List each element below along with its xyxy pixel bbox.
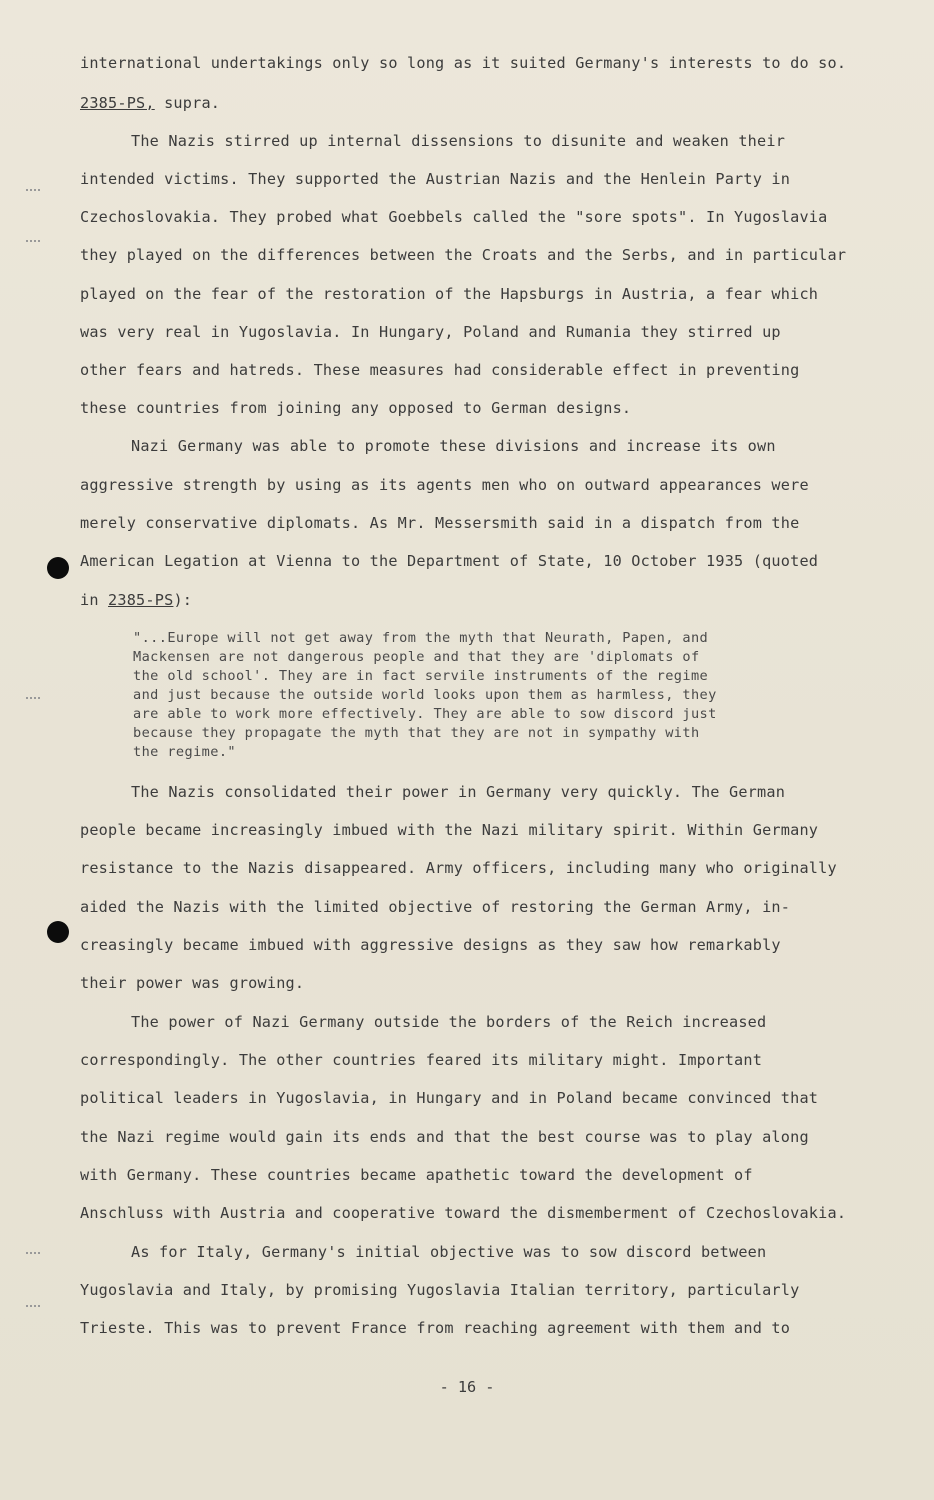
text-line: Yugoslavia and Italy, by promising Yugoslavia Italian territory, particularly — [80, 1281, 800, 1299]
text-line: The power of Nazi Germany outside the borders of the Reich increased — [131, 1013, 767, 1031]
document-reference: 2385-PS — [108, 591, 174, 609]
text-line: other fears and hatreds. These measures had considerable effect in preventing — [80, 361, 800, 379]
text-line: The Nazis stirred up internal dissensions to disunite and weaken their — [131, 132, 786, 150]
quote-line: the old school'. They are in fact servile instruments of the regime — [133, 668, 709, 684]
text-line: political leaders in Yugoslavia, in Hungary and in Poland became convinced that — [80, 1089, 819, 1107]
text-line: was very real in Yugoslavia. In Hungary, Poland and Rumania they stirred up — [80, 323, 781, 341]
document-reference: 2385-PS, — [80, 94, 155, 112]
quote-line: "...Europe will not get away from the myth that Neurath, Papen, and — [133, 630, 709, 646]
text-line: aided the Nazis with the limited objective of restoring the German Army, in- — [80, 898, 791, 916]
margin-mark — [26, 697, 40, 701]
text-line: the Nazi regime would gain its ends and that the best course was to play along — [80, 1128, 809, 1146]
text-line: these countries from joining any opposed to German designs. — [80, 399, 632, 417]
punch-hole — [47, 921, 69, 943]
text-line: aggressive strength by using as its agents men who on outward appearances were — [80, 476, 809, 494]
margin-mark — [26, 1305, 40, 1309]
page-number: - 16 - — [439, 1378, 495, 1396]
text-fragment: supra. — [164, 94, 221, 112]
punch-hole — [47, 557, 69, 579]
text-line: merely conservative diplomats. As Mr. Messersmith said in a dispatch from the — [80, 514, 800, 532]
text-fragment: ): — [173, 591, 193, 609]
text-line: Nazi Germany was able to promote these divisions and increase its own — [131, 437, 776, 455]
text-line: played on the fear of the restoration of the Hapsburgs in Austria, a fear which — [80, 285, 819, 303]
text-line: intended victims. They supported the Austrian Nazis and the Henlein Party in — [80, 170, 791, 188]
text-line: Anschluss with Austria and cooperative toward the dismemberment of Czechoslovakia. — [80, 1204, 847, 1222]
text-line: international undertakings only so long as it suited Germany's interests to do so. — [80, 54, 847, 72]
text-line: people became increasingly imbued with the Nazi military spirit. Within Germany — [80, 821, 819, 839]
text-line: As for Italy, Germany's initial objective was to sow discord between — [131, 1243, 767, 1261]
quote-line: are able to work more effectively. They are able to sow discord just — [133, 706, 717, 722]
quote-line: the regime." — [133, 744, 237, 760]
quote-line: and just because the outside world looks upon them as harmless, they — [133, 687, 717, 703]
text-line: Czechoslovakia. They probed what Goebbels called the "sore spots". In Yugoslavia — [80, 208, 828, 226]
text-line: creasingly became imbued with aggressive designs as they saw how remarkably — [80, 936, 781, 954]
text-line: they played on the differences between the Croats and the Serbs, and in particular — [80, 246, 847, 264]
text-line: correspondingly. The other countries feared its military might. Important — [80, 1051, 763, 1069]
text-line: The Nazis consolidated their power in Germany very quickly. The German — [131, 783, 786, 801]
text-line: American Legation at Vienna to the Department of State, 10 October 1935 (quoted — [80, 552, 819, 570]
margin-mark — [26, 1252, 40, 1256]
text-line — [80, 591, 192, 609]
margin-mark — [26, 240, 40, 244]
text-fragment: in — [80, 591, 99, 609]
quote-line: because they propagate the myth that they are not in sympathy with — [133, 725, 700, 741]
quote-line: Mackensen are not dangerous people and that they are 'diplomats of — [133, 649, 700, 665]
text-line: their power was growing. — [80, 974, 305, 992]
margin-mark — [26, 189, 40, 193]
text-line — [80, 94, 220, 112]
text-line: resistance to the Nazis disappeared. Army officers, including many who originally — [80, 859, 837, 877]
text-line: with Germany. These countries became apathetic toward the development of — [80, 1166, 753, 1184]
text-line: Trieste. This was to prevent France from reaching agreement with them and to — [80, 1319, 791, 1337]
